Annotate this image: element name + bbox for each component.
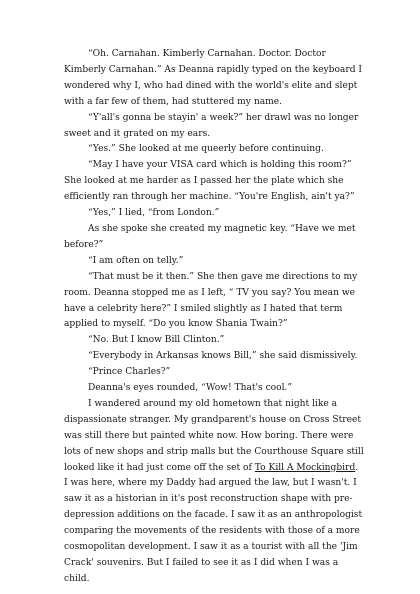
story-text: [64, 47, 364, 588]
paragraph-last: [64, 397, 364, 588]
paragraph: Deanna's eyes rounded, “Wow! That's cool.”: [88, 383, 293, 394]
paragraph-text-after: . I was here, where my Daddy had argued the law, but I wasn't. I saw it as a historian in it's post reconstruction shape with pre-depression additions on the facade. I saw it as an anthropologist comparing the movements of the residents with those of a more cosmopolitan development. I saw it as a tourist with all the 'Jim Crack' souvenirs. But I failed to see it as I did when I was a child.: [64, 462, 363, 584]
paragraph: “May I have your VISA card which is holding this room?” She looked at me harder as I passed her the plate which she efficiently ran through her machine. “You're English, ain't ya?”: [64, 160, 355, 203]
paragraph: “That must be it then.” She then gave me directions to my room. Deanna stopped me as I left, “ TV you say? You mean we have a celebrity here?” I smiled slightly as I hated that term applied to myself. “Do you know Shania Twain?”: [64, 271, 358, 330]
paragraph: “Y'all's gonna be stayin' a week?” her drawl was no longer sweet and it grated on my ears.: [64, 112, 359, 139]
book-title: To Kill A Mockingbird: [254, 462, 356, 473]
paragraph: “Prince Charles?”: [88, 367, 171, 378]
paragraph-text-before: I wandered around my old hometown that night like a dispassionate stranger. My grandparent's house on Cross Street was still there but painted white now. How boring. There were lots of new shops and strip malls but the Courthouse Square still looked like it had just come off the set of: [64, 398, 364, 473]
paragraph: “Yes.” She looked at me queerly before continuing.: [88, 144, 324, 155]
paragraph: “I am often on telly.”: [88, 255, 184, 266]
paragraph: As she spoke she created my magnetic key. “Have we met before?”: [64, 223, 356, 250]
paragraph: “Oh. Carnahan. Kimberly Carnahan. Doctor. Doctor Kimberly Carnahan.” As Deanna rapidly typed on the keyboard I wondered why I, who had dined with the world's elite and slept with a far few of them, had stuttered my name.: [64, 49, 362, 107]
paragraph: “Yes,” I lied, “from London.”: [88, 208, 220, 219]
paragraph: “No. But I know Bill Clinton.”: [88, 335, 225, 346]
paragraph: “Everybody in Arkansas knows Bill,” she said dismissively.: [88, 351, 358, 362]
